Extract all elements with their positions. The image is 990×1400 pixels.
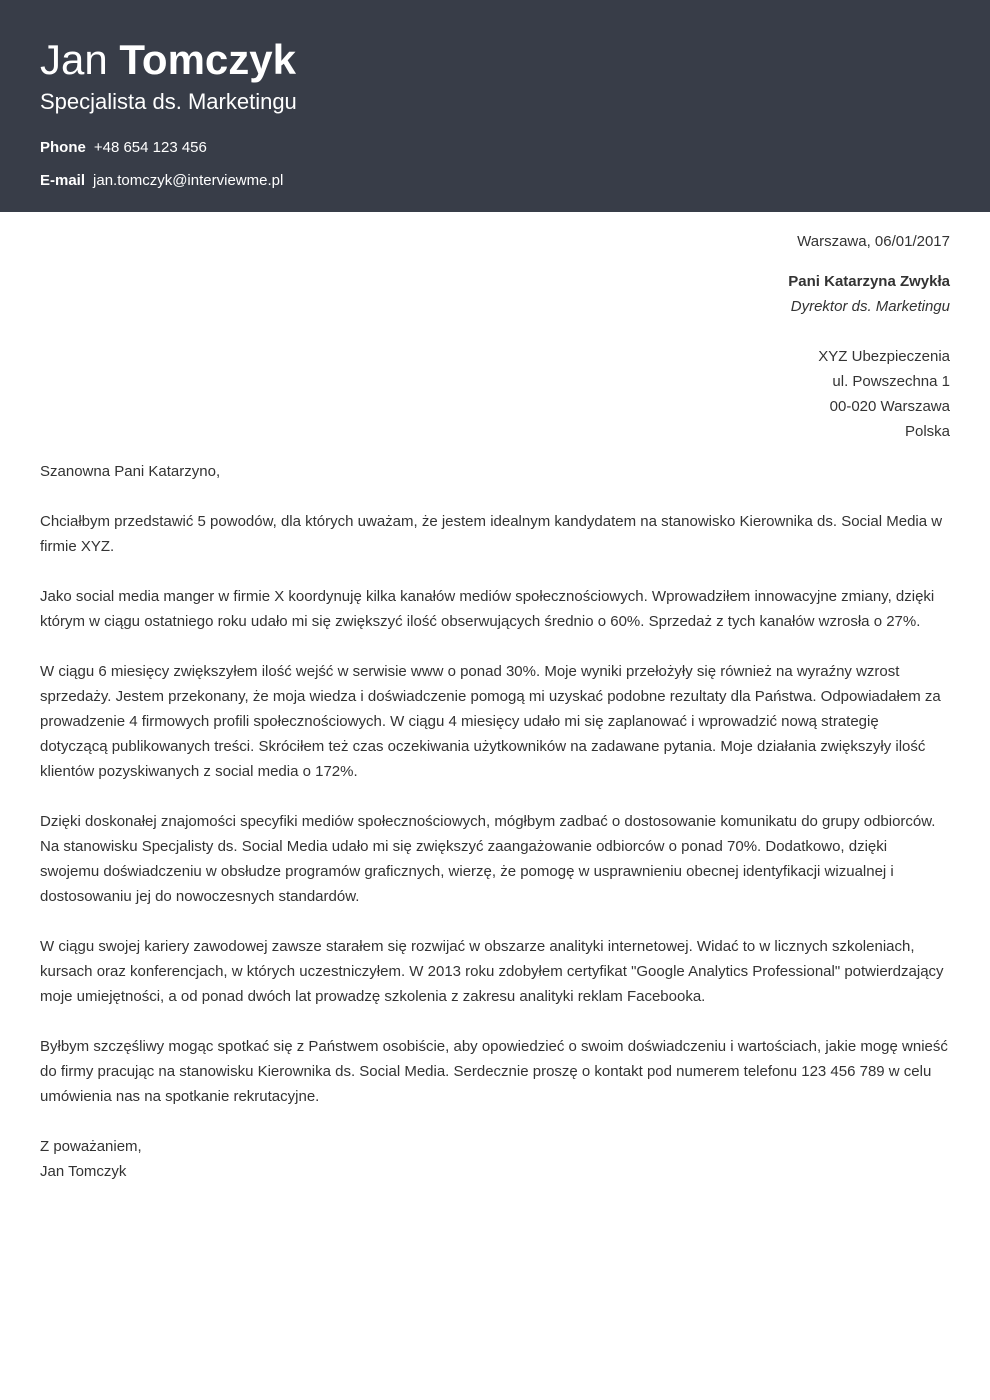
phone-row — [40, 138, 950, 171]
letter-date: Warszawa, 06/01/2017 — [797, 233, 950, 250]
letter-body — [0, 229, 990, 1184]
letter-header — [0, 0, 990, 212]
signature: Jan Tomczyk — [40, 1163, 127, 1180]
first-name: Jan — [40, 36, 108, 83]
recipient-role: Dyrektor ds. Marketingu — [790, 298, 950, 315]
paragraph: Dzięki doskonałej znajomości specyfiki mediów społecznościowych, mógłbym zadbać o dostosowanie komunikatu do grupy odbiorców. Na stanowisku Specjalisty ds. Social Media udało mi się zwiększyć zaangażowanie odbiorców o ponad 70%. Dodatkowo, dzięki swojemu doświadczeniu w obsłudze programów graficznych, wierzę, że pomogę w usprawnieniu obecnej identyfikacji wizualnej i dostosowaniu jej do nowoczesnych standardów. — [40, 813, 936, 905]
closing: Z poważaniem, — [40, 1138, 142, 1155]
phone-label: Phone — [40, 139, 86, 156]
address-line: XYZ Ubezpieczenia — [818, 348, 950, 365]
paragraph: Byłbym szczęśliwy mogąc spotkać się z Państwem osobiście, aby opowiedzieć o swoim doświadczeniu i wartościach, jakie mogę wnieść do firmy pracując na stanowisku Kierownika ds. Social Media. Serdecznie proszę o kontakt pod numerem telefonu 123 456 789 w celu umówienia nas na spotkanie rekrutacyjne. — [40, 1038, 948, 1105]
paragraph: Chciałbym przedstawić 5 powodów, dla których uważam, że jestem idealnym kandydatem na stanowisko Kierownika ds. Social Media w firmie XYZ. — [40, 513, 943, 555]
contact-info — [40, 138, 950, 204]
paragraph: W ciągu 6 miesięcy zwiększyłem ilość wejść w serwisie www o ponad 30%. Moje wyniki przełożyły się również na wyraźny wzrost sprzedaży. Jestem przekonany, że moja wiedza i doświadczenie pomogą mi uzyskać podobne rezultaty dla Państwa. Odpowiadałem za prowadzenie 4 firmowych profili społecznościowych. W ciągu 4 miesięcy udało mi się zaplanować i wprowadzić nową strategię dotyczącą publikowanych treści. Skróciłem też czas oczekiwania użytkowników na zadawane pytania. Moje działania zwiększyły ilość klientów pozyskiwanych z social media o 172%. — [40, 663, 941, 780]
applicant-title: Specjalista ds. Marketingu — [40, 89, 297, 114]
last-name: Tomczyk — [119, 36, 297, 83]
address-line: ul. Powszechna 1 — [832, 373, 950, 390]
recipient-name: Pani Katarzyna Zwykła — [788, 273, 950, 290]
paragraph: W ciągu swojej kariery zawodowej zawsze starałem się rozwijać w obszarze analityki internetowej. Widać to w licznych szkoleniach, kursach oraz konferencjach, w których uczestniczyłem. W 2013 roku zdobyłem certyfikat "Google Analytics Professional" potwierdzający moje umiejętności, a od ponad dwóch lat prowadzę szkolenia z zakresu analityki reklam Facebooka. — [40, 938, 944, 1005]
greeting: Szanowna Pani Katarzyno, — [40, 463, 221, 480]
email-value: jan.tomczyk@interviewme.pl — [93, 172, 284, 189]
address-line: Polska — [904, 423, 950, 440]
email-row — [40, 171, 950, 204]
email-label: E-mail — [40, 172, 86, 189]
applicant-name — [40, 36, 950, 84]
phone-value: +48 654 123 456 — [93, 139, 207, 156]
recipient-address — [40, 344, 950, 444]
paragraph: Jako social media manger w firmie X koordynuję kilka kanałów mediów społecznościowych. Wprowadziłem innowacyjne zmiany, dzięki którym w ciągu ostatniego roku udało mi się zwiększyć ilość obserwujących średnio o 60%. Sprzedaż z tych kanałów wzrosła o 27%. — [40, 588, 935, 630]
address-line: 00-020 Warszawa — [829, 398, 950, 415]
